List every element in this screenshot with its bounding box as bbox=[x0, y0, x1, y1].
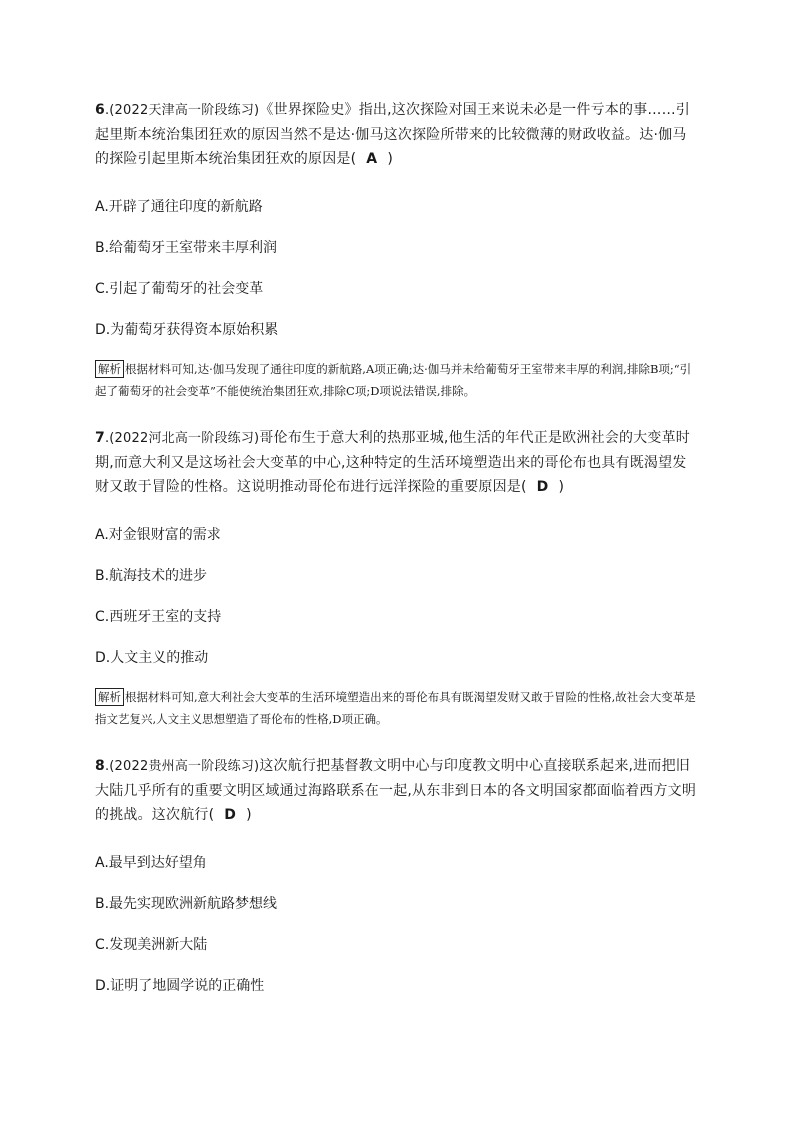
explanation-7 bbox=[95, 686, 698, 730]
question-number: 8 bbox=[95, 758, 105, 774]
question-stem-end: ) bbox=[246, 807, 252, 823]
question-number: 7 bbox=[95, 430, 105, 446]
answer-letter: D bbox=[224, 807, 237, 823]
explanation-tag: 解析 bbox=[95, 360, 124, 378]
option-c: C.西班牙王室的支持 bbox=[95, 609, 222, 625]
question-stem-end: ) bbox=[387, 151, 393, 167]
question-stem: 哥伦布生于意大利的热那亚城,他生活的年代正是欧洲社会的大变革时期,而意大利又是这场社会大变革的中心,这种特定的生活环境塑造出来的哥伦布也具有既渴望发财又敢于冒险的性格。这说明推动哥伦布进行远洋探险的重要原因是( bbox=[95, 430, 690, 495]
question-number: 6 bbox=[95, 102, 105, 118]
explanation-6 bbox=[95, 358, 698, 402]
option-a: A.开辟了通往印度的新航路 bbox=[95, 199, 263, 215]
option-b: B.最先实现欧洲新航路梦想线 bbox=[95, 896, 278, 912]
option-b: B.给葡萄牙王室带来丰厚利润 bbox=[95, 240, 278, 256]
question-source: .(2022河北高一阶段练习) bbox=[104, 431, 260, 446]
question-stem-end: ) bbox=[558, 479, 565, 495]
option-d: D.为葡萄牙获得资本原始积累 bbox=[95, 322, 279, 338]
question-6 bbox=[95, 98, 698, 171]
question-stem: 这次航行把基督教文明中心与印度教文明中心直接联系起来,进而把旧大陆几乎所有的重要文明区域通过海路联系在一起,从东非到日本的各文明国家都面临着西方文明的挑战。这次航行( bbox=[95, 758, 697, 823]
option-a: A.最早到达好望角 bbox=[95, 855, 207, 871]
explanation-text: 根据材料可知,意大利社会大变革的生活环境塑造出来的哥伦布具有既渴望发财又敢于冒险的性格,故社会大变革是指文艺复兴,人文主义思想塑造了哥伦布的性格,D项正确。 bbox=[95, 690, 696, 726]
option-b: B.航海技术的进步 bbox=[95, 568, 208, 584]
explanation-tag: 解析 bbox=[95, 688, 124, 706]
option-a: A.对金银财富的需求 bbox=[95, 527, 221, 543]
question-7 bbox=[95, 426, 698, 499]
option-c: C.发现美洲新大陆 bbox=[95, 937, 208, 953]
question-stem: 《世界探险史》指出,这次探险对国王来说未必是一件亏本的事……引起里斯本统治集团狂欢的原因当然不是达·伽马这次探险所带来的比较微薄的财政收益。达·伽马的探险引起里斯本统治集团狂欢的原因是( bbox=[95, 102, 690, 167]
option-d: D.人文主义的推动 bbox=[95, 650, 209, 666]
question-8 bbox=[95, 754, 698, 827]
question-source: .(2022贵州高一阶段练习) bbox=[104, 759, 260, 774]
option-d: D.证明了地圆学说的正确性 bbox=[95, 978, 265, 994]
answer-letter: D bbox=[536, 479, 549, 495]
question-source: .(2022天津高一阶段练习) bbox=[104, 103, 260, 118]
option-c: C.引起了葡萄牙的社会变革 bbox=[95, 281, 264, 297]
answer-letter: A bbox=[366, 151, 378, 167]
explanation-text: 根据材料可知,达·伽马发现了通往印度的新航路,A项正确;达·伽马并未给葡萄牙王室带来丰厚的利润,排除B项;“引起了葡萄牙的社会变革”不能使统治集团狂欢,排除C项;D项说法错误,排除。 bbox=[95, 362, 692, 398]
